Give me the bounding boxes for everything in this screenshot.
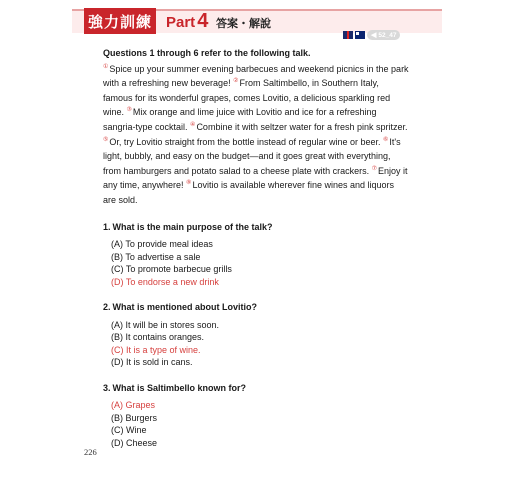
question-number: 3.: [103, 382, 111, 393]
sentence-marker: ③: [126, 107, 132, 114]
page-content: [103, 46, 409, 449]
sentence-marker: ⑥: [383, 136, 389, 143]
correct-answer-option: (C) It is a type of wine.: [111, 344, 201, 355]
correct-answer-option: (A) Grapes: [111, 400, 156, 411]
uk-flag-icon: [343, 31, 353, 39]
sentence-text: Or, try Lovitio straight from the bottle instead of regular wine or beer.: [109, 136, 384, 147]
answer-option: (A) It will be in stores soon.: [111, 319, 220, 330]
answer-option: (C) To promote barbecue grills: [111, 264, 232, 275]
answer-option: (B) It contains oranges.: [111, 332, 205, 343]
part-label: [166, 10, 208, 33]
part-number: 4: [197, 10, 209, 32]
sentence-marker: ④: [190, 121, 196, 128]
audio-indicator: [343, 30, 400, 40]
sentence-marker: ⑤: [103, 136, 109, 143]
sentence-text: Spice up your summer evening barbecues and weekend picnics in the park with a refreshing new beverage!: [103, 63, 409, 89]
answer-option: (D) Cheese: [111, 437, 158, 448]
audio-track-number: 52_47: [378, 31, 397, 39]
question-number: 1.: [103, 221, 111, 232]
speaker-icon: ◀: [371, 32, 377, 39]
sentence-text: It's light, bubbly, and easy on the budget—and it goes great with everything, from hamburgers and potato salad to a cheese plate with crackers.: [103, 136, 401, 176]
question-title: [103, 300, 409, 315]
answer-option: (C) Wine: [111, 425, 147, 436]
question-block: [103, 220, 409, 289]
australia-flag-icon: [355, 31, 365, 39]
answer-option: (B) Burgers: [111, 412, 158, 423]
question-text: What is Saltimbello known for?: [112, 382, 247, 393]
page-number: 226: [84, 447, 97, 457]
sentence-marker: ⑦: [371, 165, 378, 172]
talk-transcript: [103, 62, 409, 208]
question-text: What is the main purpose of the talk?: [112, 221, 273, 232]
question-title: [103, 381, 409, 396]
correct-answer-option: (D) To endorse a new drink: [111, 276, 219, 287]
questions-intro: Questions 1 through 6 refer to the following talk.: [103, 48, 311, 58]
answer-option: (B) To advertise a sale: [111, 251, 201, 262]
question-block: [103, 300, 409, 369]
section-tag: 強力訓練: [84, 8, 156, 34]
part-word: Part: [166, 14, 196, 31]
question-block: [103, 381, 409, 450]
sentence-marker: ⑧: [186, 180, 192, 187]
answer-option: (D) It is sold in cans.: [111, 357, 193, 368]
sentence-marker: ①: [103, 63, 109, 70]
sentence-text: Mix orange and lime juice with Lovitio and ice for a refreshing sangria-type cocktail.: [103, 107, 377, 132]
audio-track-badge: [367, 30, 400, 40]
question-title: [103, 220, 409, 235]
sentence-text: Lovitio is available wherever fine wines and liquors are sold.: [103, 180, 395, 205]
section-subtitle: 答案・解說: [216, 18, 271, 30]
sentence-marker: ②: [233, 78, 239, 85]
question-list: [103, 220, 409, 450]
sentence-text: Combine it with seltzer water for a fresh pink spritzer.: [196, 121, 408, 132]
sentence-text: From Saltimbello, in Southern Italy, famous for its wonderful grapes, comes Lovitio, a delicious sparkling red wine.: [103, 78, 391, 118]
question-text: What is mentioned about Lovitio?: [112, 302, 258, 313]
answer-option: (A) To provide meal ideas: [111, 239, 213, 250]
question-number: 2.: [103, 302, 111, 313]
sentence-text: Enjoy it any time, anywhere!: [103, 165, 408, 191]
